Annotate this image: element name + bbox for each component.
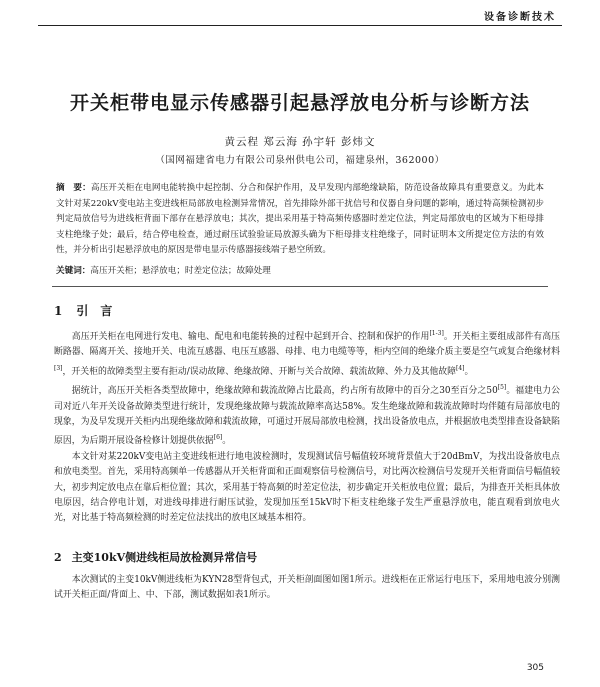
abstract-text: 高压开关柜在电网电能转换中起控制、分合和保护作用，及早发现内部绝缘缺陷，防范设备故障具有重要意义。为此本文针对某220kV变电站主变进线柜局部放电检测异常情况，首先排除外部干扰信号和仪器自身问题的影响，通过特高频检测初步判定局放信号为进线柜背面下部存在悬浮放电；其次，提出采用基于特高频传感器时差定位法，判定局部放电的区域为下柜母排支柱绝缘子处；最后，结合停电检查，通过耐压试验验证局放源头确为下柜母排支柱绝缘子，同时证明本文所提定位方法的有效性，并分析出引起悬浮放电的原因是带电显示传感器接线端子悬空所致。 [56, 183, 544, 255]
section-1-number: 1 [54, 304, 63, 318]
section-divider [52, 286, 548, 287]
paragraph: 本文针对某220kV变电站主变进线柜进行地电波检测时，发现测试信号幅值较环境背景值大于20dBmV，为找出设备放电点和放电类型。首先，采用特高频单一传感器从开关柜背面和正面观察信号检测信号，对比两次检测信号发现开关柜背面信号幅值较大，初步判定放电点在靠后柜位置；其次，采用基于特高频的时差定位法，初步确定开关柜放电位置；最后，为排查开关柜具体放电原因，结合停电计划，对进线母排进行耐压试验，发现加压至15kV时下柜支柱绝缘子发生严重悬浮放电，能直观看到放电火光，对比基于特高频检测的时差定位法找出的放电区域基本相符。 [54, 451, 560, 524]
section-2-title: 主变10kV侧进线柜局放检测异常信号 [71, 551, 258, 564]
keywords [56, 264, 544, 278]
keywords-label: 关键词： [56, 266, 91, 276]
paragraph: 据统计，高压开关柜各类型故障中，绝缘故障和载流故障占比最高，约占所有故障中的百分之30至百分之50[5]。福建电力公司对近八年开关设备故障类型进行统计，发现绝缘故障与载流故障率高达58%。发生绝缘故障和载流故障时均伴随有局部放电的现象，为及早发现开关柜内出现绝缘故障和载流故障，可通过开展局部放电检测，找出设备放电点，并根据放电类型排查设备缺陷原因，为后期开展设备检修计划提供依据[6]。 [54, 384, 561, 447]
citation: [4] [456, 364, 465, 372]
section-1-heading [54, 302, 112, 319]
paper-title: 开关柜带电显示传感器引起悬浮放电分析与诊断方法 [69, 92, 530, 114]
paragraph: 高压开关柜在电网进行发电、输电、配电和电能转换的过程中起到开合、控制和保护的作用[1-3]。开关柜主要组成部件有高压断路器、隔离开关、接地开关、电流互感器、电压互感器、母排、电力电缆等等，柜内空间的绝缘介质主要是空气或复合绝缘材料[3]，开关柜的故障类型主要有拒动/误动故障、绝缘故障、开断与关合故障、载流故障、外力及其他故障[4]。 [54, 330, 561, 377]
section-2-number: 2 [54, 551, 62, 564]
citation: [5] [497, 384, 507, 392]
abstract [56, 181, 544, 259]
page-number: 305 [526, 663, 544, 673]
keywords-text: 高压开关柜；悬浮放电；时差定位法；故障处理 [90, 266, 271, 276]
section-2-heading [54, 549, 257, 565]
affiliation: （国网福建省电力有限公司泉州供电公司，福建泉州，362000） [155, 155, 445, 166]
abstract-label: 摘 要： [56, 183, 91, 193]
paragraph: 本次测试的主变10kV侧进线柜为KYN28型背包式，开关柜剖面图如图1所示。进线柜在正常运行电压下，采用地电波分别测试开关柜正面/背面上、中、下部，测试数据如表1所示。 [54, 575, 560, 601]
citation: [1-3] [429, 330, 444, 337]
section-2-body [54, 573, 560, 604]
running-head: 设备诊断技术 [484, 12, 556, 23]
section-1-body [54, 326, 560, 527]
section-1-title: 引 言 [76, 304, 113, 318]
citation: [6] [213, 434, 223, 442]
header-rule [38, 25, 562, 26]
authors: 黄云程 郑云海 孙宇轩 彭炜文 [224, 136, 376, 148]
citation: [3] [54, 364, 63, 372]
